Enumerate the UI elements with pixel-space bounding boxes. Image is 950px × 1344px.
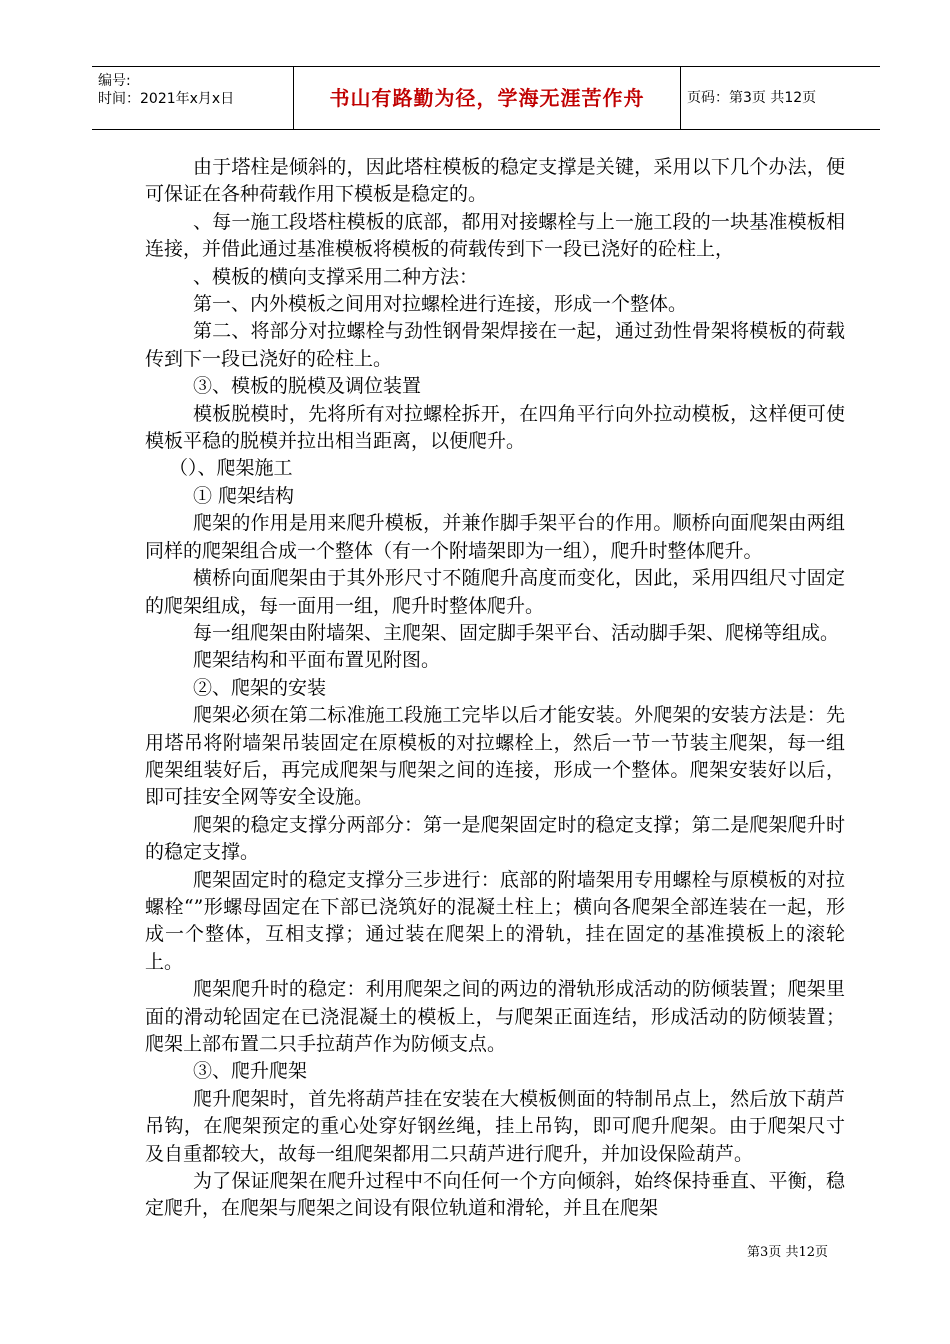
paragraph: 模板脱模时，先将所有对拉螺栓拆开，在四角平行向外拉动模板，这样便可使模板平稳的脱模并拉出相当距离，以便爬升。: [145, 402, 845, 453]
paragraph: 爬架固定时的稳定支撑分三步进行：底部的附墙架用专用螺栓与原模板的对拉螺栓“”形螺母固定在下部已浇筑好的混凝土柱上；横向各爬架全部连装在一起，形成一个整体，互相支撑；通过装在爬架上的滑轨，挂在固定的基准摸板上的滚轮上。: [145, 868, 845, 973]
paragraph: 每一组爬架由附墙架、主爬架、固定脚手架平台、活动脚手架、爬梯等组成。: [193, 621, 840, 644]
paragraph: 、每一施工段塔柱模板的底部，都用对接螺栓与上一施工段的一块基准模板相连接，并借此通过基准模板将模板的荷载传到下一段已浇好的砼柱上，: [145, 210, 845, 261]
section-heading: ②、爬架的安装: [193, 676, 327, 699]
section-heading: ③、爬升爬架: [193, 1060, 308, 1083]
paragraph: 爬架必须在第二标准施工段施工完毕以后才能安装。外爬架的安装方法是：先用塔吊将附墙架吊装固定在原模板的对拉螺栓上，然后一节一节装主爬架，每一组爬架组装好后，再完成爬架与爬架之间的连接，形成一个整体。爬架安装好以后，即可挂安全网等安全设施。: [145, 704, 845, 809]
header-table: [92, 66, 880, 130]
header-left-cell: [92, 67, 294, 129]
section-heading: ① 爬架结构: [193, 484, 295, 507]
header-motto-cell: [294, 67, 681, 129]
paragraph: 横桥向面爬架由于其外形尺寸不随爬升高度而变化，因此，采用四组尺寸固定的爬架组成，每一面用一组，爬升时整体爬升。: [145, 567, 845, 617]
header-page-cell: [681, 67, 880, 129]
paragraph: 由于塔柱是倾斜的，因此塔柱模板的稳定支撑是关键，采用以下几个办法，便可保证在各种荷载作用下模板是稳定的。: [145, 156, 845, 206]
body-text: [145, 154, 845, 1223]
paragraph: 爬架的作用是用来爬升模板，并兼作脚手架平台的作用。顺桥向面爬架由两组同样的爬架组合成一个整体（有一个附墙架即为一组），爬升时整体爬升。: [145, 512, 845, 562]
motto-text: 书山有路勤为径，学海无涯苦作舟: [329, 86, 645, 110]
time-label: 时间：2021年x月x日: [98, 91, 235, 107]
paragraph: 、模板的横向支撑采用二种方法：: [193, 265, 479, 288]
paragraph: 爬架爬升时的稳定：利用爬架之间的两边的滑轨形成活动的防倾装置；爬架里面的滑动轮固定在已浇混凝土的模板上，与爬架正面连结，形成活动的防倾装置；爬架上部布置二只手拉葫芦作为防倾支点。: [145, 978, 845, 1055]
footer-page-number: 第3页 共12页: [747, 1245, 828, 1260]
paragraph: 为了保证爬架在爬升过程中不向任何一个方向倾斜，始终保持垂直、平衡，稳定爬升，在爬架与爬架之间设有限位轨道和滑轮，并且在爬架: [145, 1170, 845, 1220]
paragraph: 爬架的稳定支撑分两部分：第一是爬架固定时的稳定支撑；第二是爬架爬升时的稳定支撑。: [145, 813, 845, 864]
header-page-number: 页码：第3页 共12页: [687, 90, 817, 106]
paragraph: 爬升爬架时，首先将葫芦挂在安装在大模板侧面的特制吊点上，然后放下葫芦吊钩，在爬架预定的重心处穿好钢丝绳，挂上吊钩，即可爬升爬架。由于爬架尺寸及自重都较大，故每一组爬架都用二只葫芦进行爬升，并加设保险葫芦。: [145, 1087, 845, 1165]
code-label: 编号:: [98, 73, 131, 89]
paragraph: 第二、将部分对拉螺栓与劲性钢骨架焊接在一起，通过劲性骨架将模板的荷载传到下一段已浇好的砼柱上。: [145, 320, 845, 370]
paragraph: 爬架结构和平面布置见附图。: [193, 649, 441, 672]
paragraph: 第一、内外模板之间用对拉螺栓进行连接，形成一个整体。: [193, 293, 688, 316]
section-heading: ③、模板的脱模及调位装置: [193, 375, 422, 398]
section-heading: （）、爬架施工: [169, 457, 293, 480]
